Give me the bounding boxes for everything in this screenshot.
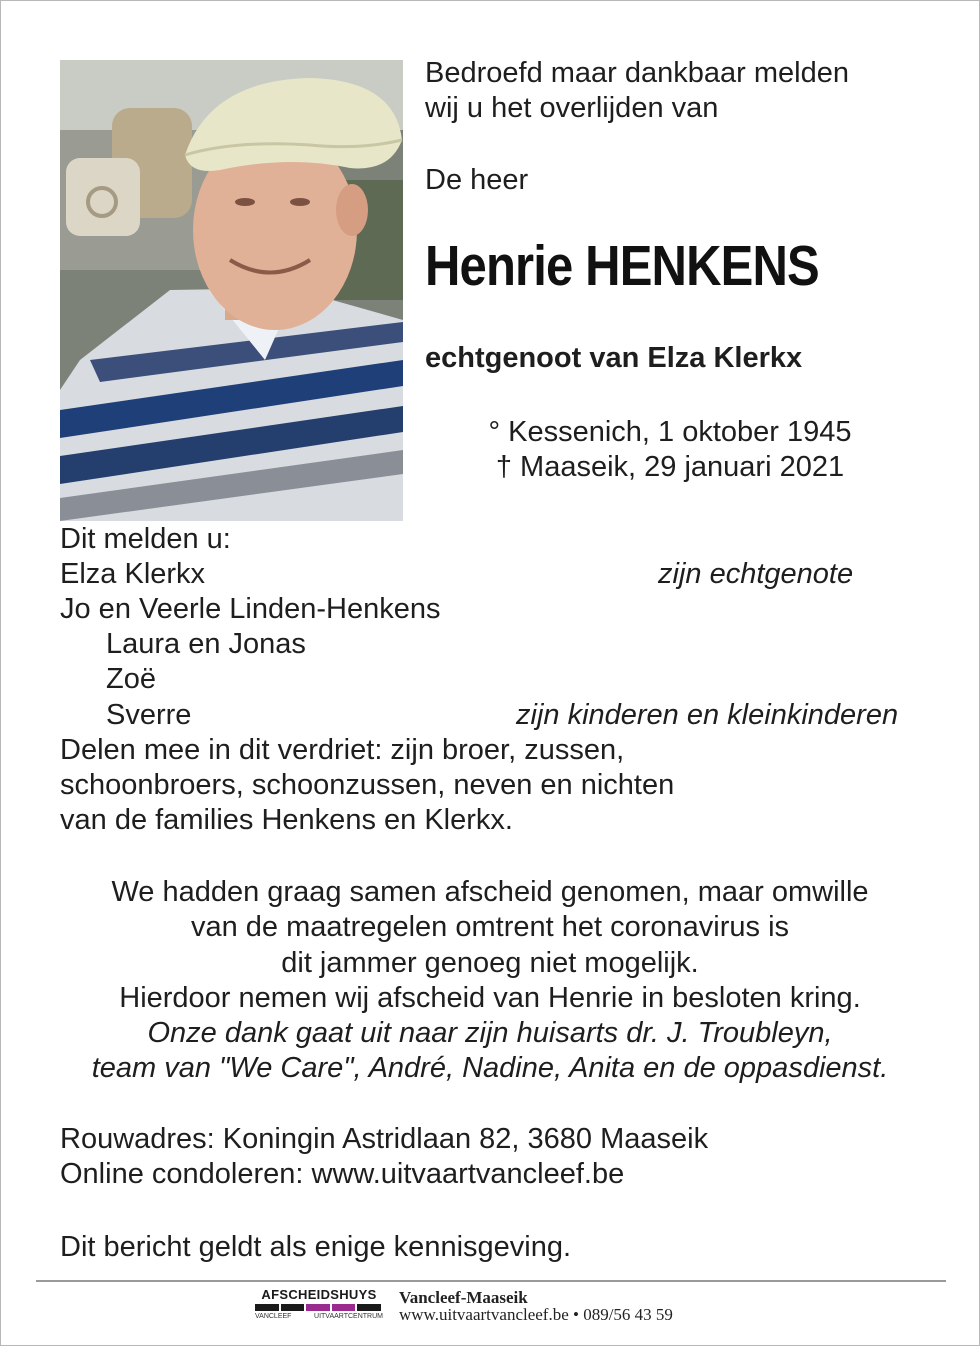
logo-title: AFSCHEIDSHUYS	[261, 1287, 377, 1302]
logo-color-bar	[255, 1304, 383, 1311]
logo-left-text: VANCLEEF	[255, 1313, 292, 1320]
salutation: De heer	[425, 164, 529, 196]
company-contact: www.uitvaartvancleef.be • 089/56 43 59	[399, 1305, 673, 1324]
portrait-photo	[60, 60, 403, 521]
spouse-line: echtgenoot van Elza Klerkx	[425, 342, 803, 374]
intro-line: Bedroefd maar dankbaar melden	[425, 57, 849, 89]
logo-subtitle	[255, 1313, 383, 1320]
message-line: van de maatregelen omtrent het coronavirus is	[190, 911, 790, 943]
logo-bar-segment	[357, 1304, 381, 1311]
footer-divider	[36, 1280, 946, 1282]
grandchild-line: Laura en Jonas	[106, 628, 306, 660]
spouse-name: Elza Klerkx	[60, 558, 206, 590]
message-line: dit jammer genoeg niet mogelijk.	[281, 947, 699, 979]
logo-bar-segment	[332, 1304, 356, 1311]
sharing-line: schoonbroers, schoonzussen, neven en nichten	[60, 769, 675, 801]
grandchild-line: Zoë	[106, 663, 156, 695]
sharing-line: van de families Henkens en Klerkx.	[60, 804, 513, 836]
death-line: † Maaseik, 29 januari 2021	[495, 451, 845, 483]
thanks-line: Onze dank gaat uit naar zijn huisarts dr. J. Troubleyn,	[147, 1017, 833, 1049]
company-name: Vancleef-Maaseik	[399, 1288, 528, 1307]
sharing-line: Delen mee in dit verdriet: zijn broer, zussen,	[60, 734, 625, 766]
logo-bar-segment	[255, 1304, 279, 1311]
funeral-home-logo	[255, 1287, 383, 1327]
thanks-line: team van "We Care", André, Nadine, Anita en de oppasdienst.	[91, 1052, 889, 1084]
intro-line: wij u het overlijden van	[425, 92, 719, 124]
deceased-name: Henrie HENKENS	[425, 234, 819, 298]
mourning-address: Rouwadres: Koningin Astridlaan 82, 3680 Maaseik	[60, 1123, 709, 1155]
logo-bar-segment	[281, 1304, 305, 1311]
birth-line: ° Kessenich, 1 oktober 1945	[488, 416, 852, 448]
children-role: zijn kinderen en kleinkinderen	[516, 699, 899, 731]
online-condolence: Online condoleren: www.uitvaartvancleef.be	[60, 1158, 625, 1190]
grandchild-line: Sverre	[106, 699, 192, 731]
message-line: We hadden graag samen afscheid genomen, maar omwille	[111, 876, 869, 908]
spouse-role: zijn echtgenote	[658, 558, 854, 590]
intro-text	[425, 56, 849, 126]
closing-line: Dit bericht geldt als enige kennisgeving.	[60, 1231, 572, 1263]
message-line: Hierdoor nemen wij afscheid van Henrie in besloten kring.	[119, 982, 861, 1014]
logo-bar-segment	[306, 1304, 330, 1311]
logo-right-text: UITVAARTCENTRUM	[314, 1313, 383, 1320]
children-line: Jo en Veerle Linden-Henkens	[60, 593, 441, 625]
survivors-heading: Dit melden u:	[60, 523, 231, 555]
